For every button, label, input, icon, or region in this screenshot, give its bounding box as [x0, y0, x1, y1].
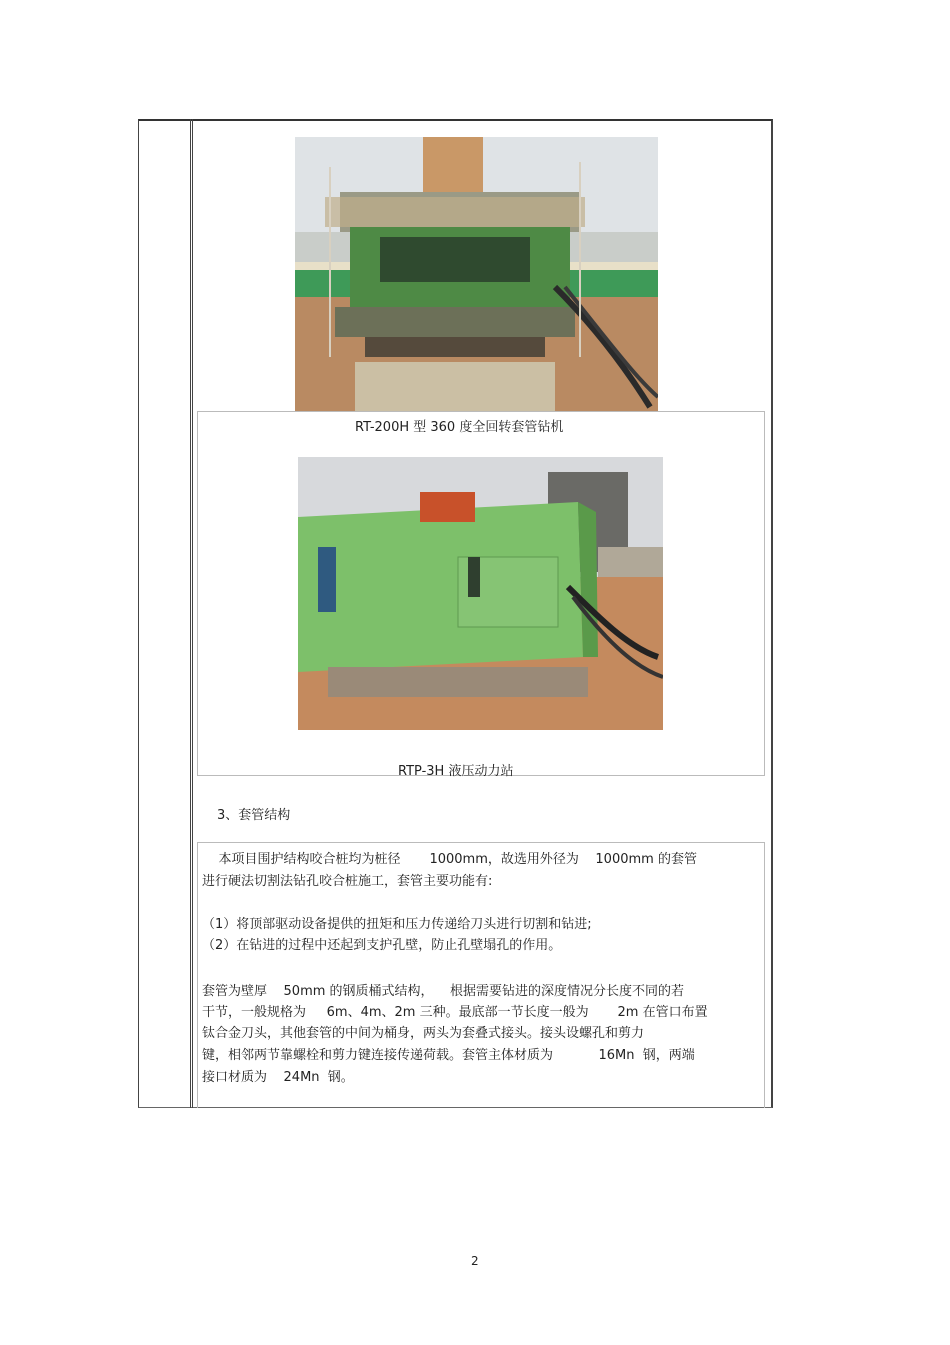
drilling-machine-photo	[295, 137, 658, 411]
power-station-photo	[298, 457, 663, 730]
paragraph-line: 接口材质为 24Mn 钢。	[202, 1070, 354, 1085]
paragraph-line: 本项目围护结构咬合桩均为桩径 1000mm，故选用外径为 1000mm 的套管	[202, 852, 697, 867]
paragraph-line: 干节，一般规格为 6m、4m、2m 三种。最底部一节长度一般为 2m 在管口布置	[202, 1005, 708, 1020]
paragraph-line: （1）将顶部驱动设备提供的扭矩和压力传递给刀头进行切割和钻进;	[202, 917, 592, 932]
paragraph-line: 进行硬法切割法钻孔咬合桩施工，套管主要功能有:	[202, 874, 493, 889]
machine-caption: RT-200H 型 360 度全回转套管钻机	[355, 420, 564, 435]
page-number: 2	[471, 1254, 479, 1268]
paragraph-line: 套管为壁厚 50mm 的钢质桶式结构， 根据需要钻进的深度情况分长度不同的若	[202, 984, 685, 999]
paragraph-line: 钛合金刀头，其他套管的中间为桶身，两头为套叠式接头。接头设螺孔和剪力	[202, 1026, 645, 1041]
paragraph-line: （2）在钻进的过程中还起到支护孔壁，防止孔壁塌孔的作用。	[202, 938, 562, 953]
section-heading: 3、套管结构	[217, 808, 291, 823]
power-station-caption: RTP-3H 液压动力站	[398, 764, 514, 779]
paragraph-line: 键，相邻两节靠螺栓和剪力键连接传递荷载。套管主体材质为 16Mn 钢，两端	[202, 1048, 695, 1063]
table-column-divider	[190, 119, 193, 1108]
